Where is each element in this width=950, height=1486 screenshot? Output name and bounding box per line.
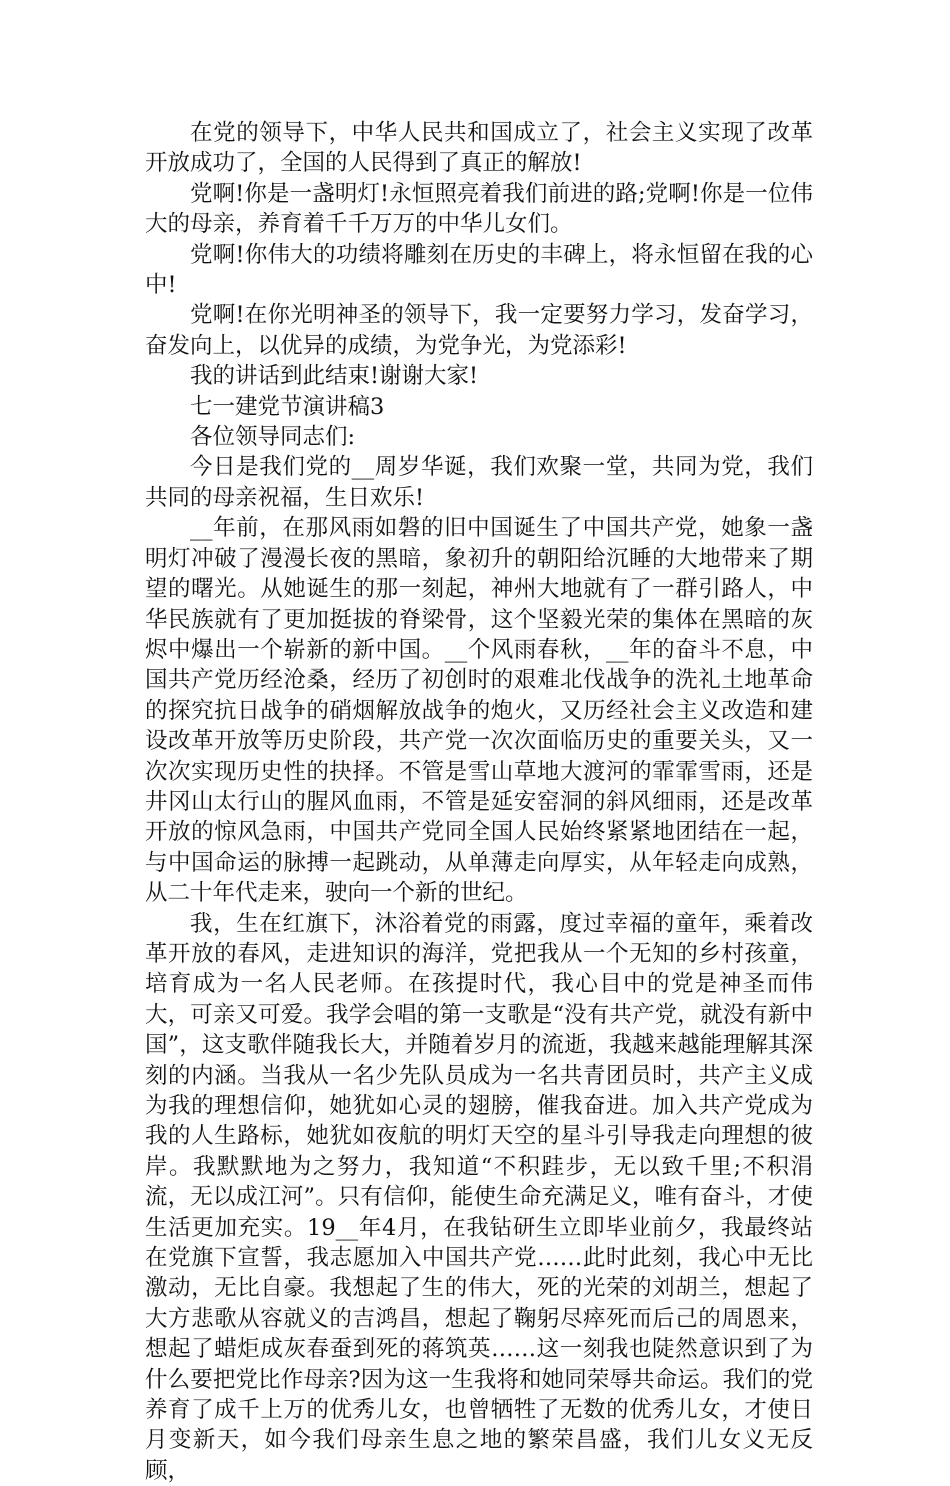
paragraph: 党啊!你伟大的功绩将雕刻在历史的丰碑上，将永恒留在我的心中! [145, 241, 813, 299]
document-body [145, 118, 813, 1486]
paragraph: 党啊!在你光明神圣的领导下，我一定要努力学习，发奋学习，奋发向上，以优异的成绩，为党争光，为党添彩! [145, 302, 813, 359]
paragraph: 我的讲话到此结束!谢谢大家! [190, 363, 479, 390]
section-title: 七一建党节演讲稿3 [190, 393, 385, 420]
paragraph: 在党的领导下，中华人民共和国成立了，社会主义实现了改革开放成功了，全国的人民得到了真正的解放! [145, 120, 813, 177]
paragraph: __年前，在那风雨如磐的旧中国诞生了中国共产党，她象一盏明灯冲破了漫漫长夜的黑暗，象初升的朝阳给沉睡的大地带来了期望的曙光。从她诞生的那一刻起，神州大地就有了一群引路人，中华民族就有了更加挺拔的脊梁骨，这个坚毅光荣的集体在黑暗的灰烬中爆出一个崭新的新中国。__个风雨春秋，__年的奋斗不息，中国共产党历经沧桑，经历了初创时的艰难北伐战争的洗礼土地革命的探究抗日战争的硝烟解放战争的炮火，又历经社会主义改造和建设改革开放等历史阶段，共产党一次次面临历史的重要关头，又一次次实现历史性的抉择。不管是雪山草地大渡河的霏霏雪雨，还是井冈山太行山的腥风血雨，不管是延安窑洞的斜风细雨，还是改革开放的惊风急雨，中国共产党同全国人民始终紧紧地团结在一起，与中国命运的脉搏一起跳动，从单薄走向厚实，从年轻走向成熟，从二十年代走来，驶向一个新的世纪。 [145, 515, 813, 907]
paragraph: 我，生在红旗下，沐浴着党的雨露，度过幸福的童年，乘着改革开放的春风，走进知识的海洋，党把我从一个无知的乡村孩童，培育成为一名人民老师。在孩提时代，我心目中的党是神圣而伟大，可亲又可爱。我学会唱的第一支歌是“没有共产党，就没有新中国”，这支歌伴随我长大，并随着岁月的流逝，我越来越能理解其深刻的内涵。当我从一名少先队员成为一名共青团员时，共产主义成为我的理想信仰，她犹如心灵的翅膀，催我奋进。加入共产党成为我的人生路标，她犹如夜航的明灯天空的星斗引导我走向理想的彼岸。我默默地为之努力，我知道“不积跬步，无以致千里;不积涓流，无以成江河”。只有信仰，能使生命充满足义，唯有奋斗，才使生活更加充实。19__年4月，在我钻研生立即毕业前夕，我最终站在党旗下宣誓，我志愿加入中国共产党……此时此刻，我心中无比激动，无比自豪。我想起了生的伟大，死的光荣的刘胡兰，想起了大方悲歌从容就义的吉鸿昌，想起了鞠躬尽瘁死而后己的周恩来，想起了蜡炬成灰春蚕到死的蒋筑英……这一刻我也陡然意识到了为什么要把党比作母亲?因为这一生我将和她同荣辱共命运。我们的党养育了成千上万的优秀儿女，也曾牺牲了无数的优秀儿女，才使日月变新天，如今我们母亲生息之地的繁荣昌盛，我们儿女义无反顾， [145, 910, 813, 1484]
paragraph: 党啊!你是一盏明灯!永恒照亮着我们前进的路;党啊!你是一位伟大的母亲，养育着千千万万的中华儿女们。 [145, 180, 813, 238]
paragraph: 今日是我们党的__周岁华诞，我们欢聚一堂，共同为党，我们共同的母亲祝福，生日欢乐! [145, 454, 813, 511]
salutation: 各位领导同志们: [190, 424, 356, 451]
